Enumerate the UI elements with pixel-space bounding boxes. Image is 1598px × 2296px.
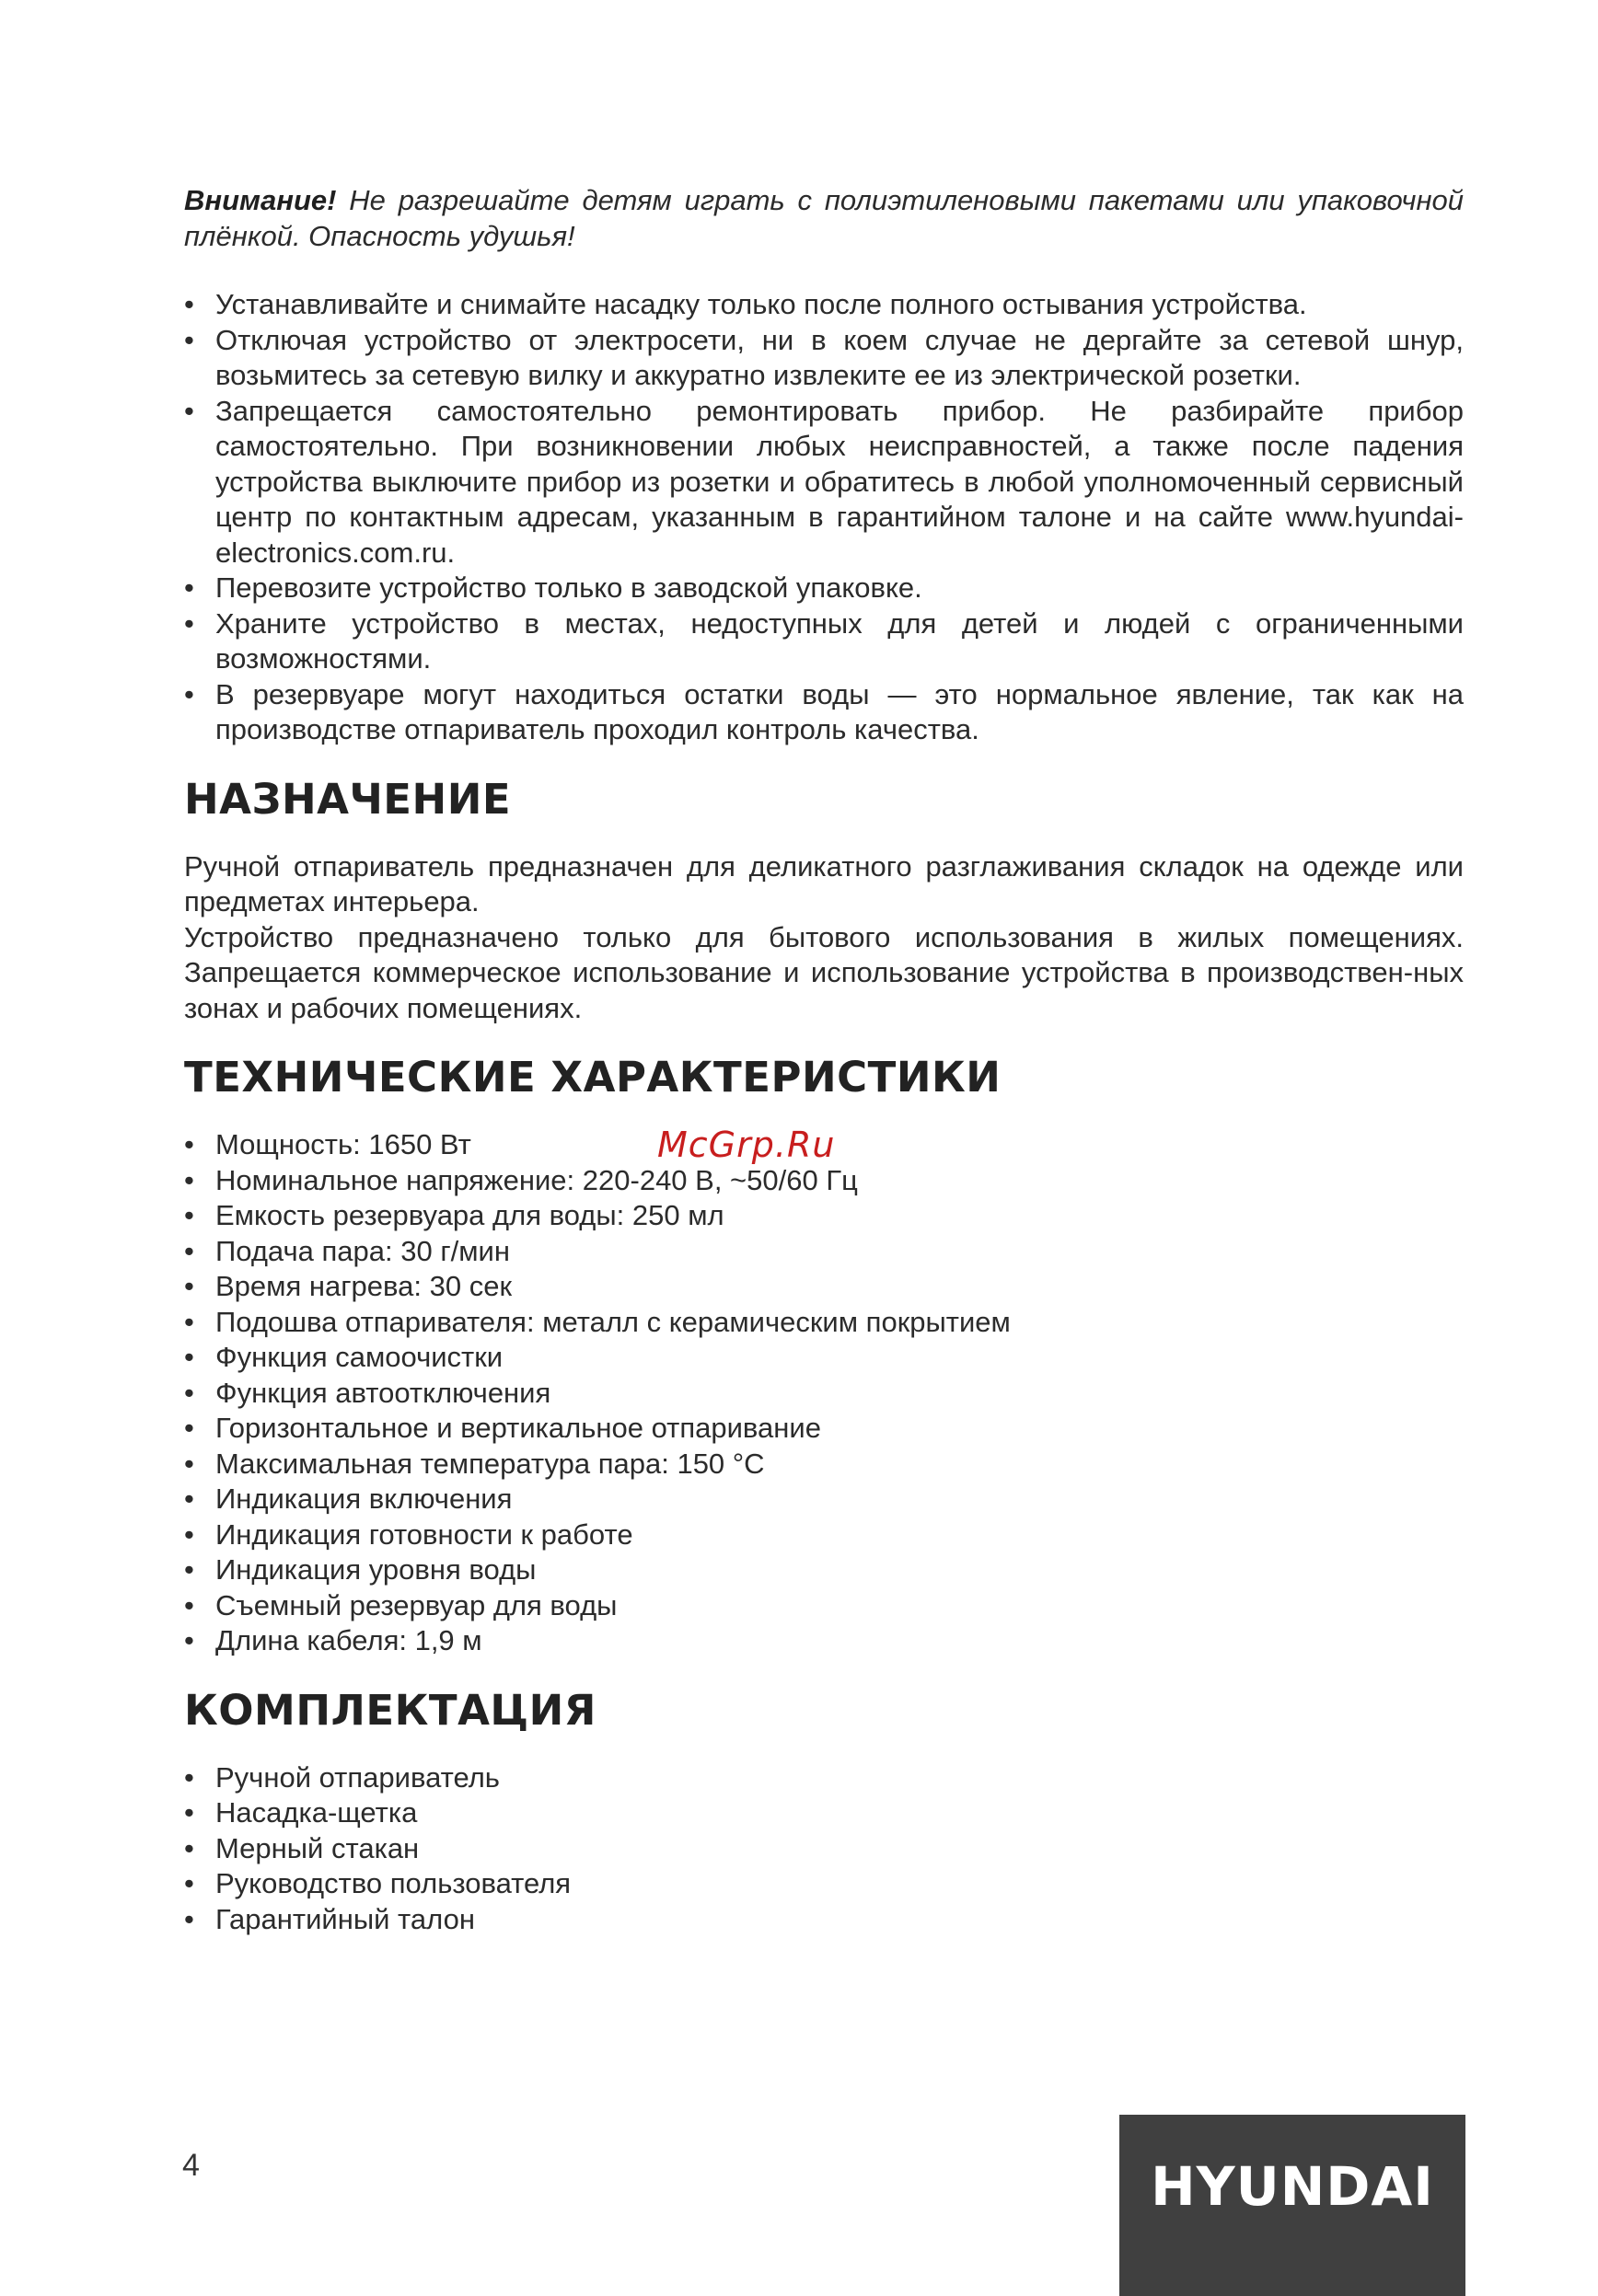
- warning-label: Внимание!: [184, 184, 337, 216]
- list-item: • Индикация включения: [184, 1482, 1464, 1517]
- list-item: • Съемный резервуар для воды: [184, 1588, 1464, 1624]
- package-heading: КОМПЛЕКТАЦИЯ: [184, 1685, 596, 1735]
- list-item: • Длина кабеля: 1,9 м: [184, 1623, 1464, 1659]
- warning-note: [184, 182, 1464, 254]
- list-item: • Подача пара: 30 г/мин: [184, 1234, 1464, 1270]
- list-item: • Горизонтальное и вертикальное отпаривание: [184, 1411, 1464, 1447]
- safety-list: [184, 287, 1464, 748]
- list-item: • Отключая устройство от электросети, ни в коем случае не дергайте за сетевой шнур, возьмитесь за сетевую вилку и аккуратно извлеките ее из электрической розетки.: [184, 323, 1464, 394]
- list-item: • Емкость резервуара для воды: 250 мл: [184, 1198, 1464, 1234]
- list-item: • Максимальная температура пара: 150 °C: [184, 1447, 1464, 1483]
- brand-logo-box: [1119, 2115, 1465, 2296]
- list-item: • Насадка-щетка: [184, 1795, 1464, 1831]
- specs-list: [184, 1127, 1464, 1659]
- list-item: • Запрещается самостоятельно ремонтировать прибор. Не разбирайте прибор самостоятельно. При возникновении любых неисправностей, а также после падения устройства выключите прибор из розетки и обратитесь в любой уполномоченный сервисный центр по контактным адресам, указанным в гарантийном талоне и на сайте www.hyundai-electronics.com.ru.: [184, 394, 1464, 571]
- list-item: • Храните устройство в местах, недоступных для детей и людей с ограниченными возможностями.: [184, 606, 1464, 677]
- warning-text: Не разрешайте детям играть с полиэтиленовыми пакетами или упаковочной плёнкой. Опасность удушья!: [184, 184, 1464, 252]
- list-item: • Руководство пользователя: [184, 1866, 1464, 1902]
- list-item: • Функция самоочистки: [184, 1340, 1464, 1376]
- list-item: • Время нагрева: 30 сек: [184, 1269, 1464, 1305]
- list-item: • Индикация готовности к работе: [184, 1517, 1464, 1553]
- list-item: • Мощность: 1650 Вт: [184, 1127, 1464, 1163]
- list-item: • Функция автоотключения: [184, 1376, 1464, 1412]
- page-number: 4: [182, 2148, 200, 2183]
- brand-logo: HYUNDAI: [1151, 2155, 1434, 2218]
- list-item: • Перевозите устройство только в заводской упаковке.: [184, 571, 1464, 606]
- list-item: • В резервуаре могут находиться остатки воды — это нормальное явление, так как на производстве отпариватель проходил контроль качества.: [184, 677, 1464, 748]
- list-item: • Номинальное напряжение: 220-240 В, ~50/60 Гц: [184, 1163, 1464, 1199]
- purpose-heading: НАЗНАЧЕНИЕ: [184, 774, 512, 824]
- list-item: • Индикация уровня воды: [184, 1552, 1464, 1588]
- list-item: • Мерный стакан: [184, 1831, 1464, 1867]
- page-content: [184, 182, 1464, 1937]
- list-item: • Гарантийный талон: [184, 1902, 1464, 1938]
- specs-heading: ТЕХНИЧЕСКИЕ ХАРАКТЕРИСТИКИ: [184, 1053, 1002, 1102]
- list-item: • Устанавливайте и снимайте насадку только после полного остывания устройства.: [184, 287, 1464, 323]
- list-item: • Ручной отпариватель: [184, 1760, 1464, 1796]
- watermark: McGrp.Ru: [657, 1125, 836, 1165]
- package-list: [184, 1760, 1464, 1938]
- purpose-paragraph-1: Ручной отпариватель предназначен для деликатного разглаживания складок на одежде или предметах интерьера.: [184, 849, 1464, 917]
- purpose-paragraph-2: Устройство предназначено только для бытового использования в жилых помещениях. Запрещается коммерческое использование и использование устройства в производствен-ных зонах и рабочих помещениях.: [184, 920, 1464, 1024]
- list-item: • Подошва отпаривателя: металл с керамическим покрытием: [184, 1305, 1464, 1341]
